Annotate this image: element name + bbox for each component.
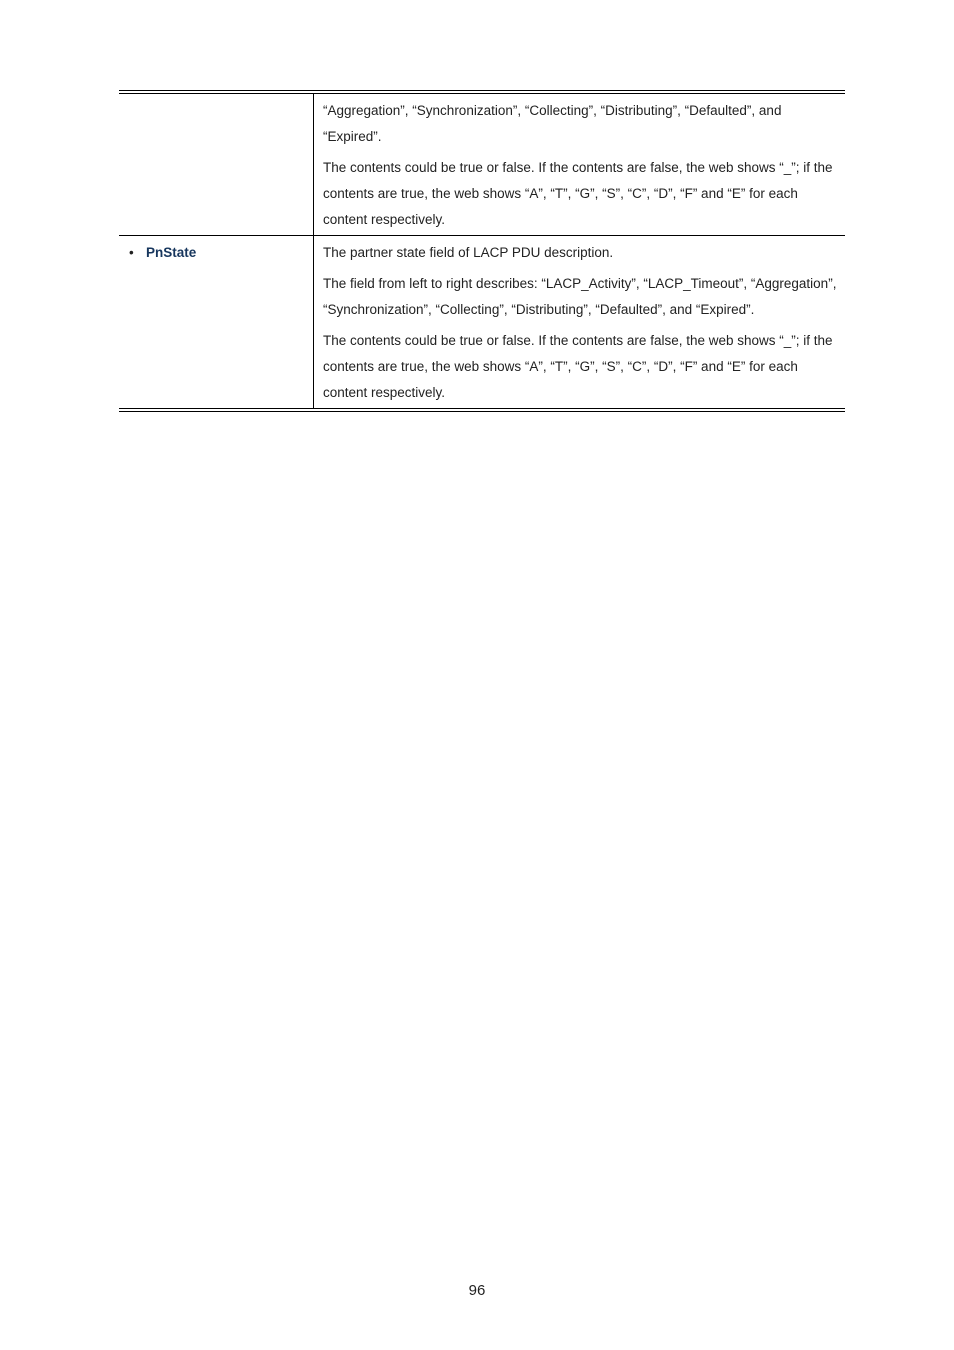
parameter-cell: [119, 236, 314, 411]
table-row: [119, 236, 845, 411]
page-number: 96: [468, 1282, 486, 1299]
description-paragraph: “Aggregation”, “Synchronization”, “Collecting”, “Distributing”, “Defaulted”, and “Expired”.: [323, 103, 782, 144]
description-paragraph: The field from left to right describes: “LACP_Activity”, “LACP_Timeout”, “Aggregation”, “Synchronization”, “Collecting”, “Distributing”, “Defaulted”, and “Expired”.: [323, 276, 837, 317]
table-row: [119, 92, 845, 236]
parameter-label: PnState: [146, 245, 197, 260]
description-paragraph: The partner state field of LACP PDU description.: [323, 245, 614, 260]
parameter-description-table: [119, 90, 845, 412]
bullet-icon: •: [129, 245, 134, 260]
parameter-name: [129, 240, 305, 266]
parameter-cell: [119, 92, 314, 236]
description-cell: [314, 236, 846, 411]
description-paragraph: The contents could be true or false. If the contents are false, the web shows “_”; if the contents are true, the web shows “A”, “T”, “G”, “S”, “C”, “D”, “F” and “E” for each content respectively.: [323, 160, 833, 227]
description-paragraph: The contents could be true or false. If the contents are false, the web shows “_”; if the contents are true, the web shows “A”, “T”, “G”, “S”, “C”, “D”, “F” and “E” for each content respectively.: [323, 333, 833, 400]
description-cell: [314, 92, 846, 236]
